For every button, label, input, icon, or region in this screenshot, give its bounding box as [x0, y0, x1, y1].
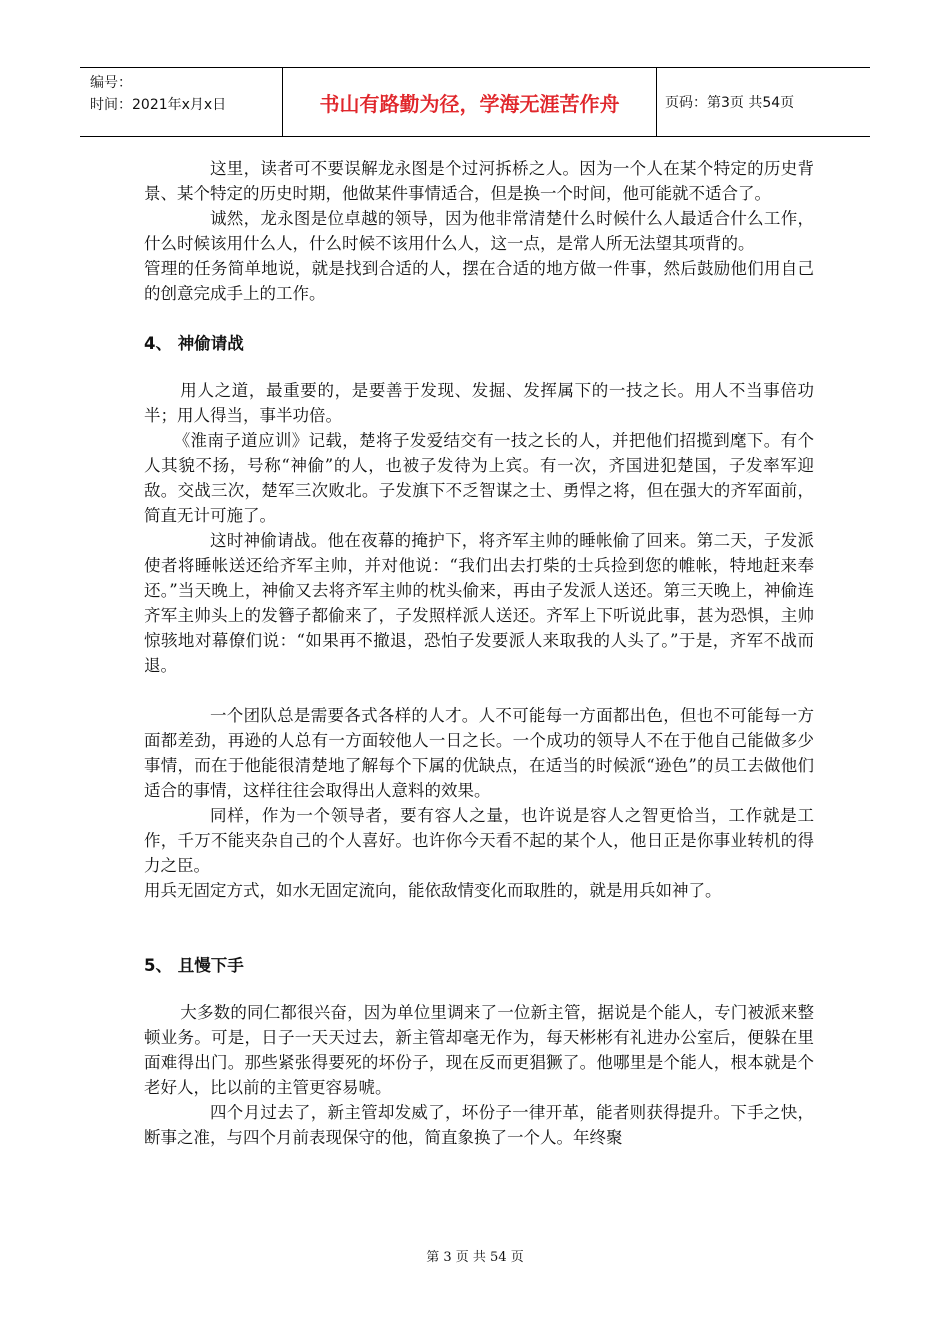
section-heading: 5、 且慢下手 [144, 956, 244, 975]
paragraph: 《淮南子道应训》记载，楚将子发爱结交有一技之长的人，并把他们招揽到麾下。有个人其貌不扬，号称“神偷”的人，也被子发待为上宾。有一次，齐国进犯楚国，子发率军迎敌。交战三次，楚军三次败北。子发旗下不乏智谋之士、勇悍之将，但在强大的齐军面前，简直无计可施了。 [144, 431, 814, 525]
paragraph: 管理的任务简单地说，就是找到合适的人，摆在合适的地方做一件事，然后鼓励他们用自己的创意完成手上的工作。 [144, 259, 814, 303]
date-label: 时间：2021年x月x日 [90, 97, 227, 113]
section-heading: 4、 神偷请战 [144, 334, 244, 353]
document-body [144, 156, 814, 1150]
paragraph: 这时神偷请战。他在夜幕的掩护下，将齐军主帅的睡帐偷了回来。第二天，子发派使者将睡帐送还给齐军主帅，并对他说：“我们出去打柴的士兵捡到您的帷帐，特地赶来奉还。”当天晚上，神偷又去将齐军主帅的枕头偷来，再由子发派人送还。第三天晚上，神偷连齐军主帅头上的发簪子都偷来了，子发照样派人送还。齐军上下听说此事，甚为恐惧，主帅惊骇地对幕僚们说：“如果再不撤退，恐怕子发要派人来取我的人头了。”于是，齐军不战而退。 [144, 531, 814, 675]
header-meta-cell [80, 68, 283, 136]
paragraph: 一个团队总是需要各式各样的人才。人不可能每一方面都出色，但也不可能每一方面都差劲，再逊的人总有一方面较他人一日之长。一个成功的领导人不在于他自己能做多少事情，而在于他能很清楚地了解每个下属的优缺点，在适当的时候派“逊色”的员工去做他们适合的事情，这样往往会取得出人意料的效果。 [144, 706, 814, 800]
footer-page-number: 第 3 页 共 54 页 [426, 1250, 524, 1265]
page-footer [0, 1246, 950, 1265]
number-label: 编号： [90, 75, 132, 91]
page-header [80, 67, 870, 137]
paragraph: 用兵无固定方式，如水无固定流向，能依敌情变化而取胜的，就是用兵如神了。 [144, 881, 722, 900]
paragraph: 用人之道，最重要的，是要善于发现、发掘、发挥属下的一技之长。用人不当事倍功半；用人得当，事半功倍。 [144, 381, 814, 425]
header-page-cell [657, 68, 870, 136]
paragraph: 这里，读者可不要误解龙永图是个过河拆桥之人。因为一个人在某个特定的历史背景、某个特定的历史时期，他做某件事情适合，但是换一个时间，他可能就不适合了。 [144, 159, 814, 203]
paragraph: 大多数的同仁都很兴奋，因为单位里调来了一位新主管，据说是个能人，专门被派来整顿业务。可是，日子一天天过去，新主管却毫无作为，每天彬彬有礼进办公室后，便躲在里面难得出门。那些紧张得要死的坏份子，现在反而更猖獗了。他哪里是个能人，根本就是个老好人，比以前的主管更容易唬。 [144, 1003, 814, 1097]
page-info: 页码：第3页 共54页 [665, 95, 795, 111]
motto-text: 书山有路勤为径，学海无涯苦作舟 [319, 91, 620, 116]
header-motto-cell [283, 68, 657, 136]
paragraph: 诚然，龙永图是位卓越的领导，因为他非常清楚什么时候什么人最适合什么工作，什么时候该用什么人，什么时候不该用什么人，这一点，是常人所无法望其项背的。 [144, 209, 814, 253]
paragraph: 四个月过去了，新主管却发威了，坏份子一律开革，能者则获得提升。下手之快，断事之准，与四个月前表现保守的他，简直象换了一个人。年终聚 [144, 1103, 814, 1147]
paragraph: 同样，作为一个领导者，要有容人之量，也许说是容人之智更恰当，工作就是工作，千万不能夹杂自己的个人喜好。也许你今天看不起的某个人，他日正是你事业转机的得力之臣。 [144, 806, 814, 875]
